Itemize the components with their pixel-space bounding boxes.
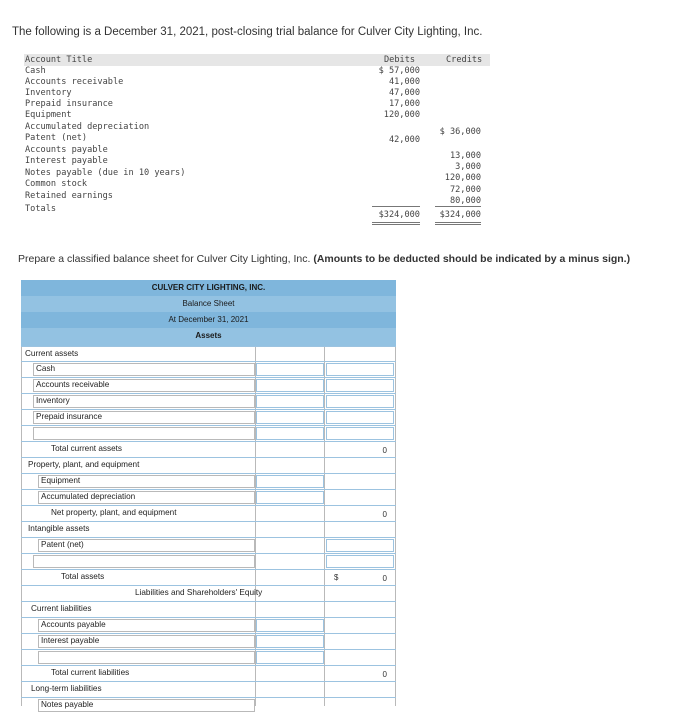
accounts-payable-label: Accounts payable: [41, 620, 106, 629]
tb-credit-double-rule: [435, 224, 481, 225]
tb-credit: 120,000: [444, 173, 481, 183]
tb-account: Cash: [25, 66, 46, 76]
tb-account: Prepaid insurance: [25, 99, 113, 109]
blank-label-field[interactable]: [38, 651, 255, 664]
tb-credit-total: $324,000: [439, 210, 481, 220]
cash-amount-input[interactable]: [256, 363, 324, 376]
tb-account: Accumulated depreciation: [25, 122, 150, 132]
accumulated-depreciation-amount-input[interactable]: [256, 491, 324, 504]
tb-account: Common stock: [25, 179, 88, 189]
net-ppe-label: Net property, plant, and equipment: [51, 508, 177, 517]
long-term-liabilities-heading: Long-term liabilities: [31, 684, 102, 693]
equipment-amount-input[interactable]: [256, 475, 324, 488]
cash-label-field[interactable]: [33, 363, 255, 376]
tb-debit: 42,000: [388, 135, 420, 145]
tb-credit: 3,000: [455, 162, 481, 172]
net-ppe-value: 0: [382, 510, 387, 519]
tb-debit-double-rule: [372, 224, 420, 225]
instructions: [18, 253, 630, 265]
tb-debit: $ 57,000: [378, 66, 420, 76]
tb-debit: 47,000: [388, 88, 420, 98]
credits-header: Credits: [446, 55, 483, 65]
tb-debit: 120,000: [383, 110, 420, 120]
intro-text: The following is a December 31, 2021, post-closing trial balance for Culver City Lighting, Inc.: [12, 26, 483, 38]
accounts-receivable-total-input[interactable]: [326, 379, 394, 392]
accounts-receivable-amount-input[interactable]: [256, 379, 324, 392]
blank-amount-input[interactable]: [256, 651, 324, 664]
inventory-amount-input[interactable]: [256, 395, 324, 408]
cash-label: Cash: [36, 364, 56, 373]
blank-total-input[interactable]: [326, 555, 394, 568]
total-assets-value: 0: [382, 574, 387, 583]
tb-credit: 80,000: [449, 196, 481, 206]
blank-amount-input[interactable]: [256, 427, 324, 440]
liabilities-equity-heading: Liabilities and Shareholders' Equity: [135, 588, 263, 597]
tb-account-totals: Totals: [25, 204, 57, 214]
patent-total-input[interactable]: [326, 539, 394, 552]
tb-credit: 72,000: [449, 185, 481, 195]
debits-header: Debits: [384, 55, 416, 65]
current-liabilities-heading: Current liabilities: [31, 604, 92, 613]
total-assets-label: Total assets: [61, 572, 105, 581]
tb-account: Notes payable (due in 10 years): [25, 168, 186, 178]
trial-balance-header-bar: [24, 54, 490, 66]
notes-payable-label: Notes payable: [41, 700, 94, 709]
accounts-payable-amount-input[interactable]: [256, 619, 324, 632]
prepaid-insurance-label: Prepaid insurance: [36, 412, 102, 421]
tb-debit: 17,000: [388, 99, 420, 109]
blank-label-field[interactable]: [33, 427, 255, 440]
assets-heading: Assets: [21, 328, 396, 346]
tb-credit-double-rule: [435, 222, 481, 223]
tb-credit: $ 36,000: [439, 127, 481, 137]
tb-account: Accounts payable: [25, 145, 108, 155]
total-current-liabilities-label: Total current liabilities: [51, 668, 130, 677]
inventory-label: Inventory: [36, 396, 70, 405]
statement-title: Balance Sheet: [21, 296, 396, 312]
trial-balance: [20, 52, 498, 227]
tb-account: Retained earnings: [25, 191, 113, 201]
tb-credit: 13,000: [449, 151, 481, 161]
current-assets-heading: Current assets: [25, 349, 79, 358]
tb-debit-total: $324,000: [378, 210, 420, 220]
tb-debit: 41,000: [388, 77, 420, 87]
ppe-heading: Property, plant, and equipment: [28, 460, 140, 469]
tb-credit-total-rule: [435, 206, 481, 207]
blank-total-input[interactable]: [326, 427, 394, 440]
tb-account: Interest payable: [25, 156, 108, 166]
interest-payable-label: Interest payable: [41, 636, 100, 645]
blank-label-field[interactable]: [33, 555, 255, 568]
dollar-sign: $: [334, 573, 339, 582]
prepaid-insurance-total-input[interactable]: [326, 411, 394, 424]
instructions-text: Prepare a classified balance sheet for Culver City Lighting, Inc.: [18, 253, 311, 265]
intangible-assets-heading: Intangible assets: [28, 524, 90, 533]
interest-payable-amount-input[interactable]: [256, 635, 324, 648]
accumulated-depreciation-label: Accumulated depreciation: [41, 492, 136, 501]
total-current-assets-label: Total current assets: [51, 444, 122, 453]
balance-sheet-grid: [21, 346, 396, 709]
account-title-header: Account Title: [25, 55, 93, 65]
tb-account: Inventory: [25, 88, 72, 98]
tb-debit-double-rule: [372, 222, 420, 223]
tb-account: Equipment: [25, 110, 72, 120]
tb-account: Patent (net): [25, 133, 88, 143]
tb-account: Accounts receivable: [25, 77, 124, 87]
total-current-assets-value: 0: [382, 446, 387, 455]
prepaid-insurance-amount-input[interactable]: [256, 411, 324, 424]
inventory-total-input[interactable]: [326, 395, 394, 408]
company-name: CULVER CITY LIGHTING, INC.: [21, 280, 396, 296]
total-current-liabilities-value: 0: [382, 670, 387, 679]
instructions-emphasis: (Amounts to be deducted should be indicated by a minus sign.): [313, 253, 631, 265]
equipment-label: Equipment: [41, 476, 81, 485]
statement-date: At December 31, 2021: [21, 312, 396, 328]
patent-label: Patent (net): [41, 540, 84, 549]
accounts-receivable-label: Accounts receivable: [36, 380, 110, 389]
cash-total-input[interactable]: [326, 363, 394, 376]
tb-debit-total-rule: [372, 206, 420, 207]
